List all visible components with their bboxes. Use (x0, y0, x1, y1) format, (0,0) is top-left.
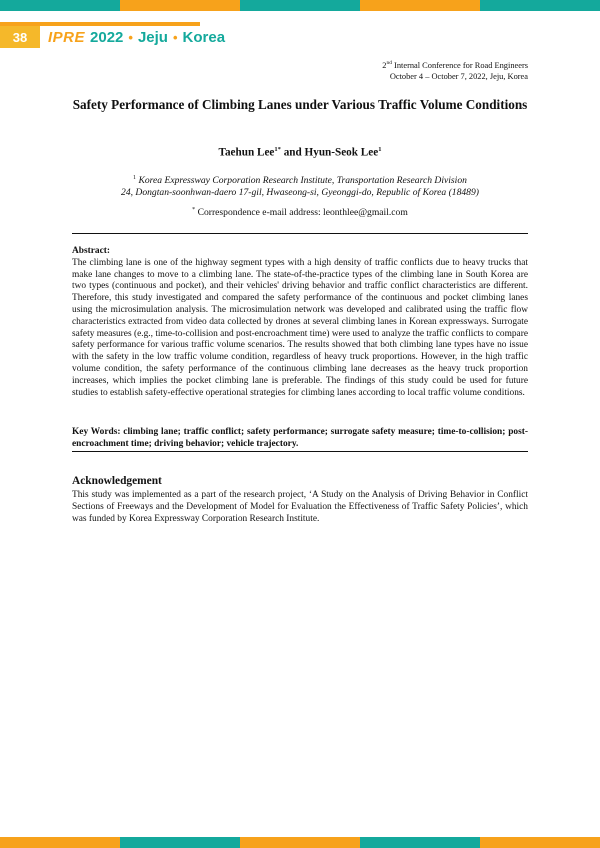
abstract-body: The climbing lane is one of the highway segment types with a high density of traffic conflicts due to heavy trucks that make lane changes to move to a climbing lane. The state-of-the-practice types of the climbing lane in South Korea are two types (continuous and pocket), and their vehicles' driving behavior and traffic conflict characteristics are different. Therefore, this study investigated and compared the safety performance of the continuous and pocket climbing lanes using the microsimulation analysis. The microsimulation network was developed and calibrated using the traffic flow characteristics extracted from video data collected by drones at several climbing lanes in Korean expressways. Surrogate safety measures (e.g., time-to-collision and post-encroachment time) were used to analyze the traffic conflicts to compare safety performance for various traffic volume scenarios. The results showed that both climbing lane types have no issue with the safety in the low traffic volume condition, regardless of heavy truck proportions. However, in the high traffic volume condition, the safety performance of the continuous climbing lane decreases as the heavy truck proportion increases, which implies the pocket climbing lane is preferable. The findings of this study could be used for future studies to establish safety-effective operational strategies for climbing lanes according to local traffic volume conditions. (72, 257, 528, 398)
paper-title: Safety Performance of Climbing Lanes under Various Traffic Volume Conditions (72, 97, 528, 112)
author-list: Taehun Lee$^{1*}$ and Hyun-Seok Lee$^1$ (218, 146, 382, 159)
acknowledgement-body: This study was implemented as a part of the research project, ‘A Study on the Analysis of Driving Behavior in Conflict Sections of Freeways and the Development of Model for Evaluation the Effectiveness of Traffic Safety Policies’, which was funded by Korea Expressway Corporation Research Institute. (72, 490, 528, 524)
logo-year: 2022 (90, 28, 124, 46)
conference-line-1: 2nd Internal Conference for Road Engineers (382, 60, 528, 70)
author-name: Hyun-Seok Lee (304, 146, 379, 159)
abstract-section (72, 246, 528, 399)
page-number: 38 (0, 26, 40, 48)
bullet-icon: • (128, 29, 133, 45)
top-color-stripe (0, 0, 600, 11)
correspondence-email: * Correspondence e-mail address: leonthlee@gmail.com (192, 207, 408, 219)
conference-line-2: October 4 – October 7, 2022, Jeju, Korea (389, 71, 528, 81)
author-name: Taehun Lee (218, 146, 275, 159)
divider (72, 233, 528, 234)
logo-city: Jeju (137, 28, 168, 46)
affiliation: $^1$ Korea Expressway Corporation Research Institute, Transportation Research Division 24, Dongtan-soonhwan-daero 17-gil, Hwaseong-si, Gyeonggi-do, Republic of Korea (18489) (121, 175, 479, 199)
bottom-color-stripe (0, 837, 600, 848)
acknowledgement-heading: Acknowledgement (72, 475, 162, 487)
running-header (0, 26, 225, 48)
logo-country: Korea (182, 28, 226, 46)
abstract-heading: Abstract: (72, 246, 111, 256)
keywords: Key Words: climbing lane; traffic conflict; safety performance; surrogate safety measure; time-to-collision; post-encroachment time; driving behavior; vehicle trajectory. (72, 427, 528, 449)
divider (72, 451, 528, 452)
logo-mark: IPRE (48, 28, 86, 46)
bullet-icon: • (172, 29, 178, 45)
conference-info (382, 58, 528, 82)
conference-logo (48, 29, 225, 46)
